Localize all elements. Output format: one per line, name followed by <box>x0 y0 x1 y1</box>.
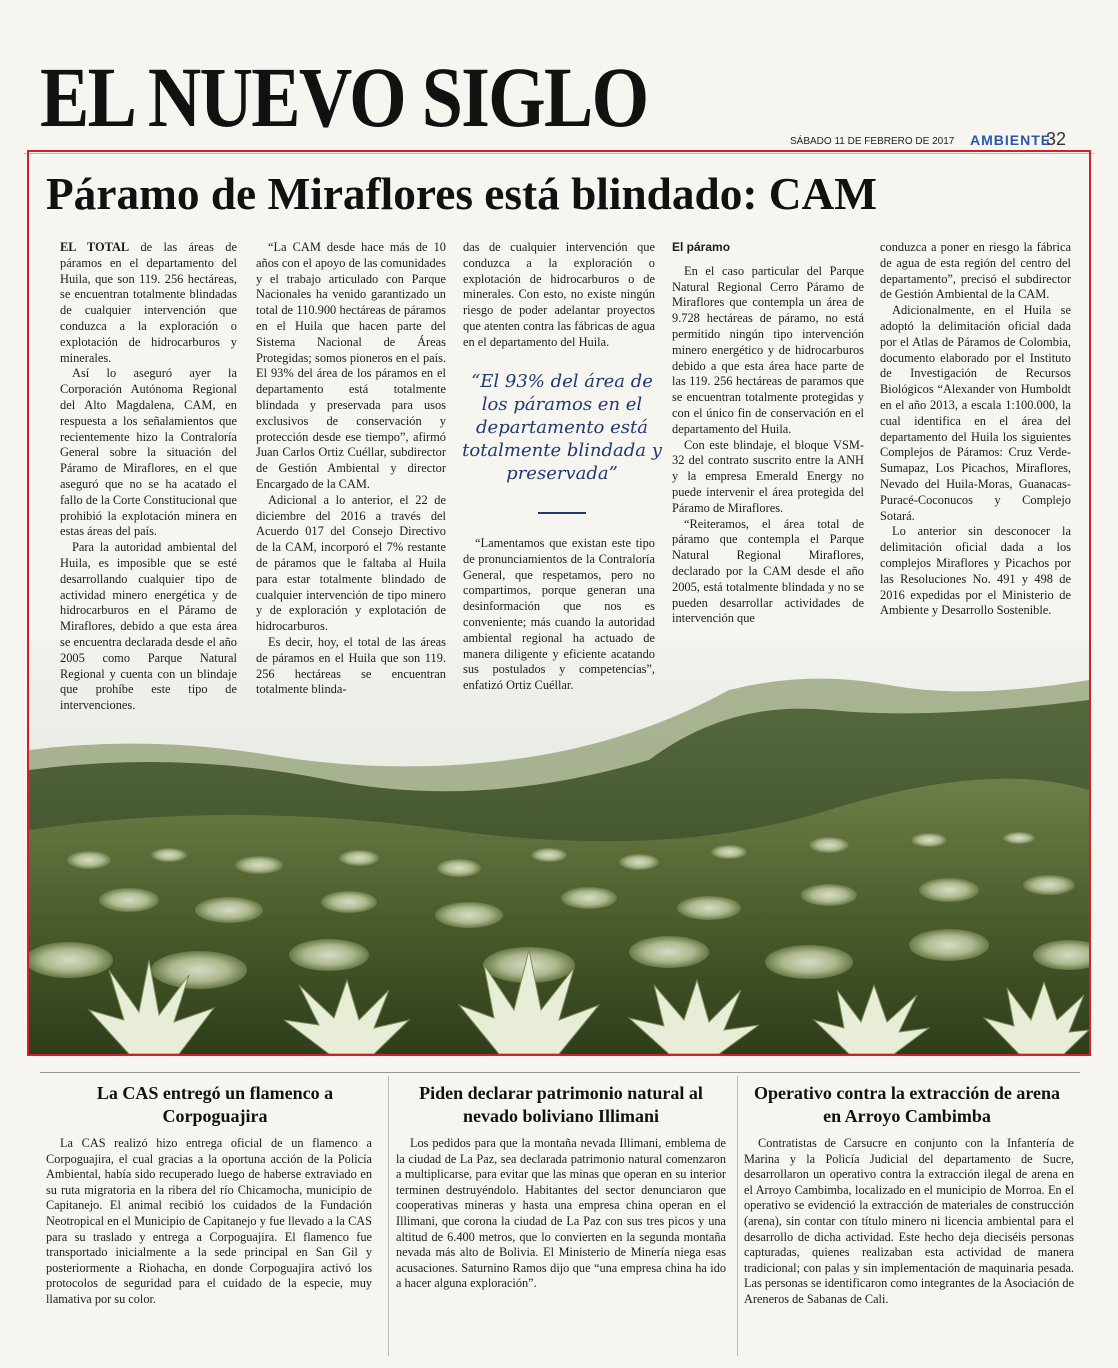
paragraph: Los pedidos para que la montaña nevada Illimani, emblema de la ciudad de La Paz, sea declarada patrimonio natural comenzaron a multiplicarse, para evitar que las minas que operan en su interior terminen destruyéndolo. Habitantes del sector denunciaron que cooperativas mineras y hasta una empresa china operan en el Illimani, que corona la ciudad de La Paz con sus tres picos y una altitud de 6.400 metros, que lo convierten en la segunda montaña nevada más alto de Bolivia. El Ministerio de Minería niega esas acusaciones. Saturnino Ramos dijo que “una empresa china ha ido a hacer alguna exploración”. <box>396 1136 726 1291</box>
brief-title-flamenco: La CAS entregó un flamenco a Corpoguajira <box>96 1083 334 1126</box>
page-number: 32 <box>1046 129 1067 149</box>
paragraph: Con este blindaje, el bloque VSM-32 del contrato suscrito entre la ANH y la empresa Emerald Energy no puede intervenir el área protegida del Páramo de Miraflores. <box>672 437 864 515</box>
paragraph: “La CAM desde hace más de 10 años con el apoyo de las comunidades y el trabajo articulado con Parque Nacionales ha venido garantizado un total de 110.900 hectáreas de páramos en el Huila que hacen parte del Sistema Nacional de Áreas Protegidas; somos pioneros en el país. El 93% del área de los páramos en el departamento está totalmente blindada y preservada para usos exclusivos de conservación y protección desde ese tiempo”, afirmó Juan Carlos Ortiz Cuéllar, subdirector de Gestión Ambiental y director Encargado de la CAM. <box>256 240 446 491</box>
paragraph: “Reiteramos, el área total de páramo que contempla el Parque Natural Regional Miraflores, declarado por la CAM desde el año 2005, está totalmente blindada y no se pueden desarrollar actividades de intervención que <box>672 516 864 626</box>
issue-date: SÁBADO 11 DE FEBRERO DE 2017 <box>790 136 955 147</box>
briefs-top-rule <box>40 1072 1080 1073</box>
article-column-5 <box>880 240 1071 619</box>
paragraph: Contratistas de Carsucre en conjunto con la Infantería de Marina y la Policía Judicial del departamento de Sucre, desarrollaron un operativo contra la extracción ilegal de arena en el Arroyo Cambimba, localizado en el municipio de Morroa. En el operativo se evidenció la extracción de materiales de construcción (arena), sin contar con título minero ni licencia ambiental para el desarrollo de dicha actividad. Este hecho deja dieciséis personas capturadas, quienes realizaban esta actividad de manera tradicional; con palas y sin implementación de maquinaria pesada. Las personas se identificaron como integrantes de la Asociación de Areneros de Sabanas de Cali. <box>744 1136 1074 1306</box>
article-headline: Páramo de Miraflores está blindado: CAM <box>46 168 878 219</box>
subhead: El páramo <box>672 240 731 254</box>
column-rule <box>388 1076 389 1356</box>
paragraph: de las áreas de páramos en el departamento del Huila, que son 119. 256 hectáreas, se encuentran totalmente blindadas de cualquier intervención que conduzca a la exploración o explotación de hidrocarburos y minerales. <box>60 240 237 365</box>
pull-quote: “El 93% del área de los páramos en el departamento está totalmente blindada y preservada” <box>462 371 662 484</box>
article-column-1 <box>60 240 237 714</box>
paragraph: das de cualquier intervención que conduzca a la exploración o explotación de hidrocarburos o de minerales. Con esto, no existe ningún riesgo de poder adelantar proyectos que atenten contra las fábricas de agua en el departamento del Huila. <box>463 240 655 349</box>
paragraph: “Lamentamos que existan este tipo de pronunciamientos de la Contraloría General, que respetamos, pero no compartimos, porque generan una desinformación que nos es conveniente; más cuando la autoridad ambiental regional ha actuado de manera diligente y eficiente acatando sus postulados y competencias”, enfatizó Ortiz Cuéllar. <box>463 536 655 693</box>
paragraph: En el caso particular del Parque Natural Regional Cerro Páramo de Miraflores que contempla un área de 9.728 hectáreas de páramo, no está permitido ningún tipo intervención minero energético y de hidrocarburos debido a que esta área hace parte de las 119. 256 hectáreas de paramos que se encuentran totalmente protegidas y con el único fin de conservación en el departamento del Huila. <box>672 263 864 436</box>
paragraph: Adicional a lo anterior, el 22 de diciembre del 2016 a través del Acuerdo 017 del Consejo Directivo de la CAM, incorporó el 7% restante de páramos que le faltaba al Huila para estar totalmente blindado de cualquier intervención de tipo minero y de exploración y explotación de hidrocarburos. <box>256 492 446 634</box>
masthead-rule <box>24 153 1094 154</box>
paragraph: Lo anterior sin desconocer la delimitación oficial dada a los complejos Miraflores y Picachos por las Resoluciones No. 491 y 498 de 2016 expedidas por el Ministerio de Ambiente y Desarrollo Sostenible. <box>880 524 1071 618</box>
article-column-3-bottom <box>463 536 655 694</box>
paragraph: conduzca a poner en riesgo la fábrica de agua de esta región del centro del departamento”, precisó el subdirector de Gestión Ambiental de la CAM. <box>880 240 1071 302</box>
column-rule <box>737 1076 738 1356</box>
paragraph: Para la autoridad ambiental del Huila, es imposible que se esté desarrollando cualquier tipo de actividad minero energética y de hidrocarburos en el Páramo de Miraflores, debido a que esta área se encuentra declarada desde el año 2005 como Parque Natural Regional y cuenta con un blindaje que prohíbe este tipo de intervenciones. <box>60 540 237 713</box>
brief-body-flamenco <box>46 1136 372 1308</box>
brief-title-arroyo: Operativo contra la extracción de arena en Arroyo Cambimba <box>753 1083 1061 1126</box>
brief-title-illimani: Piden declarar patrimonio natural al nevado boliviano Illimani <box>419 1083 703 1126</box>
paragraph: Es decir, hoy, el total de las áreas de páramos en el Huila que son 119. 256 hectáreas se encuentran totalmente blinda- <box>256 634 446 697</box>
masthead-title: EL NUEVO SIGLO <box>40 49 648 145</box>
brief-body-illimani <box>396 1136 726 1292</box>
brief-body-arroyo <box>744 1136 1074 1308</box>
article-column-4 <box>672 240 864 627</box>
pull-quote-rule <box>538 512 586 514</box>
paragraph: Adicionalmente, en el Huila se adoptó la delimitación oficial dada por el Atlas de Páramos de Colombia, documento elaborado por el Instituto de Investigación de Recursos Biológicos “Alexander von Humboldt en el año 2013, a escala 1:100.000, la cual identifica en el área del departamento del Huila los siguientes Complejos de Páramos: Cruz Verde-Sumapaz, Los Picachos, Miraflores, Nevado del Huila-Moras, Guanacas-Puracé-Coconucos y Complejo Sotará. <box>880 303 1071 523</box>
paragraph: Así lo aseguró ayer la Corporación Autónoma Regional del Alto Magdalena, CAM, en respuesta a los señalamientos que recientemente hizo la Contraloría General sobre la situación del Páramo de Miraflores, en el que aseguró que no se ha acatado el fallo de la Corte Constitucional que prohibió la explotación minera en estas áreas del país. <box>60 366 237 539</box>
lead-in: EL TOTAL <box>60 240 130 254</box>
paragraph: La CAS realizó hizo entrega oficial de un flamenco a Corpoguajira, el cual gracias a la oportuna acción de la Policía Ambiental, había sido recuperado luego de haberse extraviado en su ruta migratoria en la ribera del río Chicamocha, municipio de Capitanejo. El animal recibió los cuidados de la Fundación Neotropical en el Municipio de Capitanejo y fue llevado a la CAS para su traslado y entrega a Corpoguajira. El flamenco fue transportado inicialmente a la sede principal en San Gil y posteriormente a Riohacha, en donde Corpoguajira activó los protocolos de seguridad para el cuidado de la especie, muy llamativa por su color. <box>46 1136 372 1306</box>
article-column-3-top <box>463 240 655 351</box>
section-label: AMBIENTE <box>970 132 1052 148</box>
article-column-2 <box>256 240 446 698</box>
